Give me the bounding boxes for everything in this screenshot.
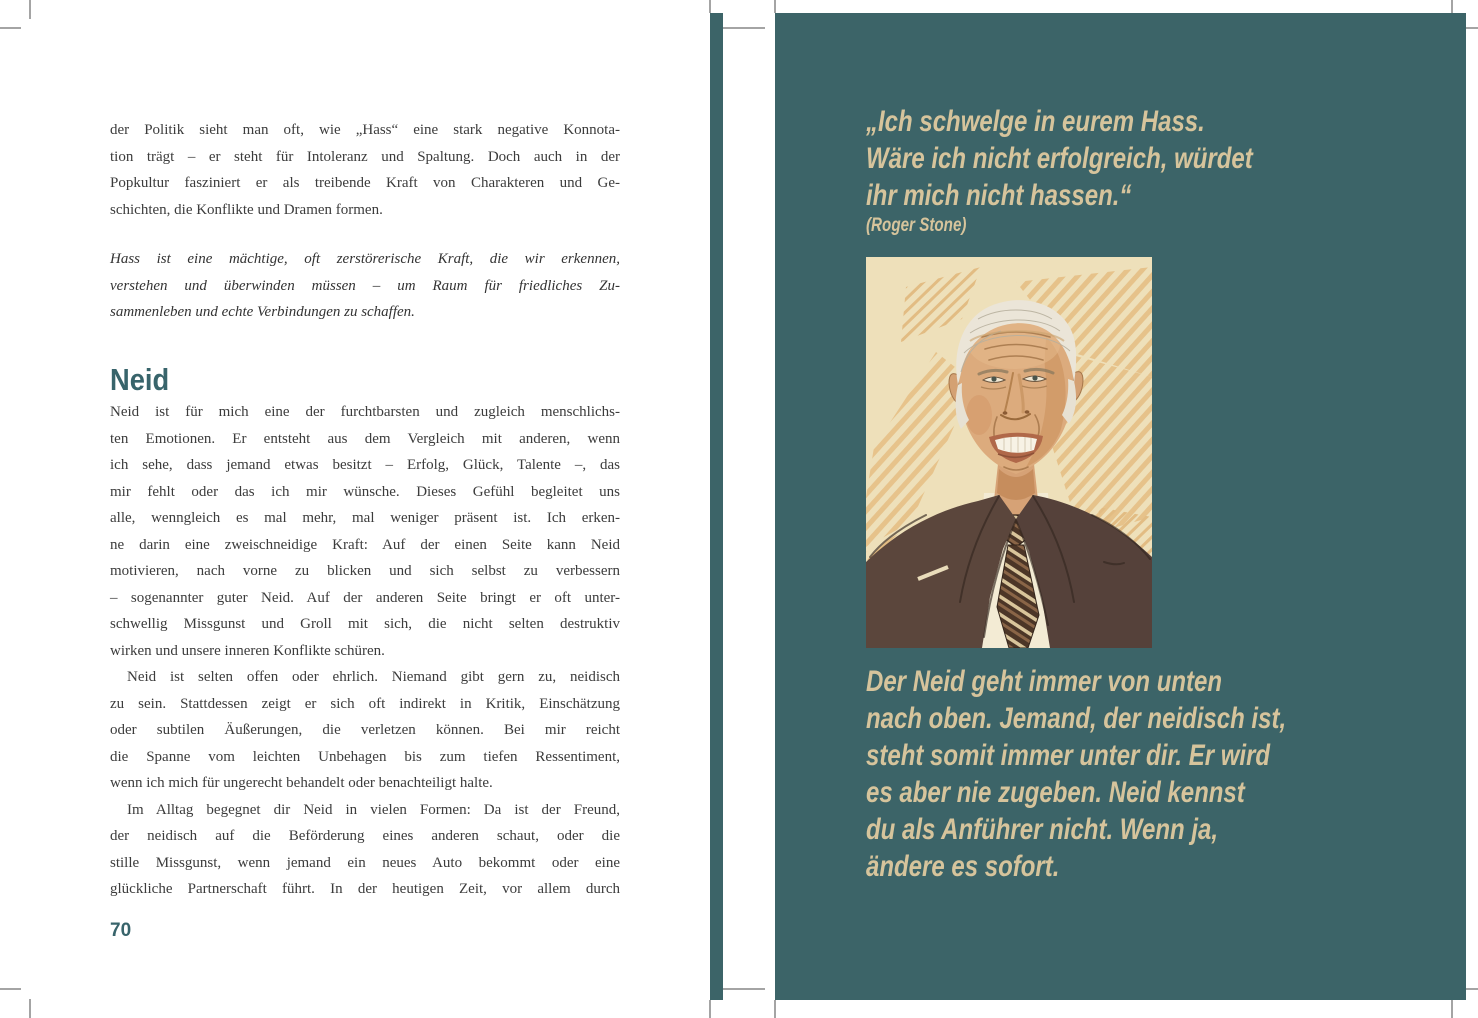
crop-mark <box>718 988 765 990</box>
section-heading: Neid <box>110 362 170 397</box>
text-line: wenn ich mich für ungerecht behandelt oder benachteiligt halte. <box>110 775 493 791</box>
quote-line: es aber nie zugeben. Neid kennst <box>866 776 1245 809</box>
left-page <box>110 0 620 1018</box>
bottom-quote <box>866 663 1458 885</box>
crop-mark <box>774 1000 776 1018</box>
crop-mark <box>1451 999 1453 1018</box>
lead-italic-paragraph <box>110 246 620 326</box>
text-line: schichten, die Konflikte und Dramen formen. <box>110 201 383 218</box>
crop-mark <box>29 0 31 19</box>
text-line: Hass ist eine mächtige, oft zerstörerische Kraft, die wir erkennen, <box>110 251 620 267</box>
crop-mark <box>718 27 765 29</box>
text-line: der neidisch auf die Beförderung eines anderen schaut, oder die <box>110 828 620 844</box>
text-line: sammenleben und echte Verbindungen zu schaffen. <box>110 304 415 320</box>
text-line: Neid ist für mich eine der furchtbarsten und zugleich menschlichs- <box>110 404 620 420</box>
roger-stone-portrait <box>866 257 1152 648</box>
text-line: wirken und unsere inneren Konflikte schüren. <box>110 642 385 659</box>
quote-line: Wäre ich nicht erfolgreich, würdet <box>866 142 1253 175</box>
crop-mark <box>0 27 21 29</box>
portrait-illustration <box>866 257 1152 648</box>
body-paragraph <box>110 664 620 797</box>
quote-line: „Ich schwelge in eurem Hass. <box>866 105 1205 138</box>
text-line: Popkultur fasziniert er als treibende Kraft von Charakteren und Ge- <box>110 175 620 191</box>
quote-line: steht somit immer unter dir. Er wird <box>866 739 1271 772</box>
text-line: motivieren, nach vorne zu blicken und sich selbst zu verbessern <box>110 563 620 579</box>
text-line: glückliche Partnerschaft führt. In der heutigen Zeit, vor allem durch <box>110 881 620 897</box>
spine-bleed-strip <box>710 13 723 1000</box>
text-line: die Spanne vom leichten Unbehagen bis zum tiefen Ressentiment, <box>110 748 620 765</box>
text-line: stille Missgunst, wenn jemand ein neues Auto bekommt oder eine <box>110 854 620 871</box>
text-line: Im Alltag begegnet dir Neid in vielen Formen: Da ist der Freund, <box>127 801 620 818</box>
crop-mark <box>709 0 711 13</box>
body-paragraph <box>110 399 620 664</box>
quote-line: nach oben. Jemand, der neidisch ist, <box>866 702 1287 735</box>
page-number: 70 <box>110 920 132 941</box>
quote-line: ändere es sofort. <box>866 850 1060 883</box>
text-line: ich sehe, dass jemand etwas besitzt – Erfolg, Glück, Talente –, das <box>110 457 620 473</box>
crop-mark <box>709 1000 711 1018</box>
text-line: ten Emotionen. Er entsteht aus dem Vergleich mit anderen, wenn <box>110 430 620 447</box>
text-line: der Politik sieht man oft, wie „Hass“ eine stark negative Konnota- <box>110 122 620 138</box>
text-line: mir fehlt oder das ich mir wünsche. Dieses Gefühl begleitet uns <box>110 483 620 500</box>
text-line: schwellig Missgunst und Groll mit sich, die nicht selten destruktiv <box>110 616 620 632</box>
quote-line: ihr mich nicht hassen.“ <box>866 179 1132 212</box>
crop-mark <box>0 988 21 990</box>
top-quote <box>866 103 1458 214</box>
crop-mark <box>29 999 31 1018</box>
body-paragraph <box>110 797 620 903</box>
intro-paragraph <box>110 117 620 223</box>
text-line: oder subtilen Äußerungen, die verletzen können. Bei mir reicht <box>110 722 620 738</box>
text-line: ne darin eine zweischneidige Kraft: Auf der einen Seite kann Neid <box>110 536 620 553</box>
text-line: alle, wenngleich es mal mehr, mal weniger präsent ist. Ich erken- <box>110 510 620 526</box>
crop-mark <box>774 0 776 13</box>
text-line: verstehen und überwinden müssen – um Raum für friedliches Zu- <box>110 277 620 294</box>
text-line: – sogenannter guter Neid. Auf der anderen Seite bringt er oft unter- <box>110 589 620 606</box>
text-line: Neid ist selten offen oder ehrlich. Niemand gibt gern zu, neidisch <box>127 669 620 685</box>
text-line: zu sein. Stattdessen zeigt er sich oft indirekt in Kritik, Einschätzung <box>110 695 620 712</box>
quote-line: Der Neid geht immer von unten <box>866 665 1223 698</box>
quote-line: du als Anführer nicht. Wenn ja, <box>866 813 1219 846</box>
text-line: tion trägt – er steht für Intoleranz und Spaltung. Doch auch in der <box>110 148 620 165</box>
quote-attribution: (Roger Stone) <box>866 215 967 236</box>
body-text-block <box>110 399 620 903</box>
right-page <box>775 13 1466 1000</box>
